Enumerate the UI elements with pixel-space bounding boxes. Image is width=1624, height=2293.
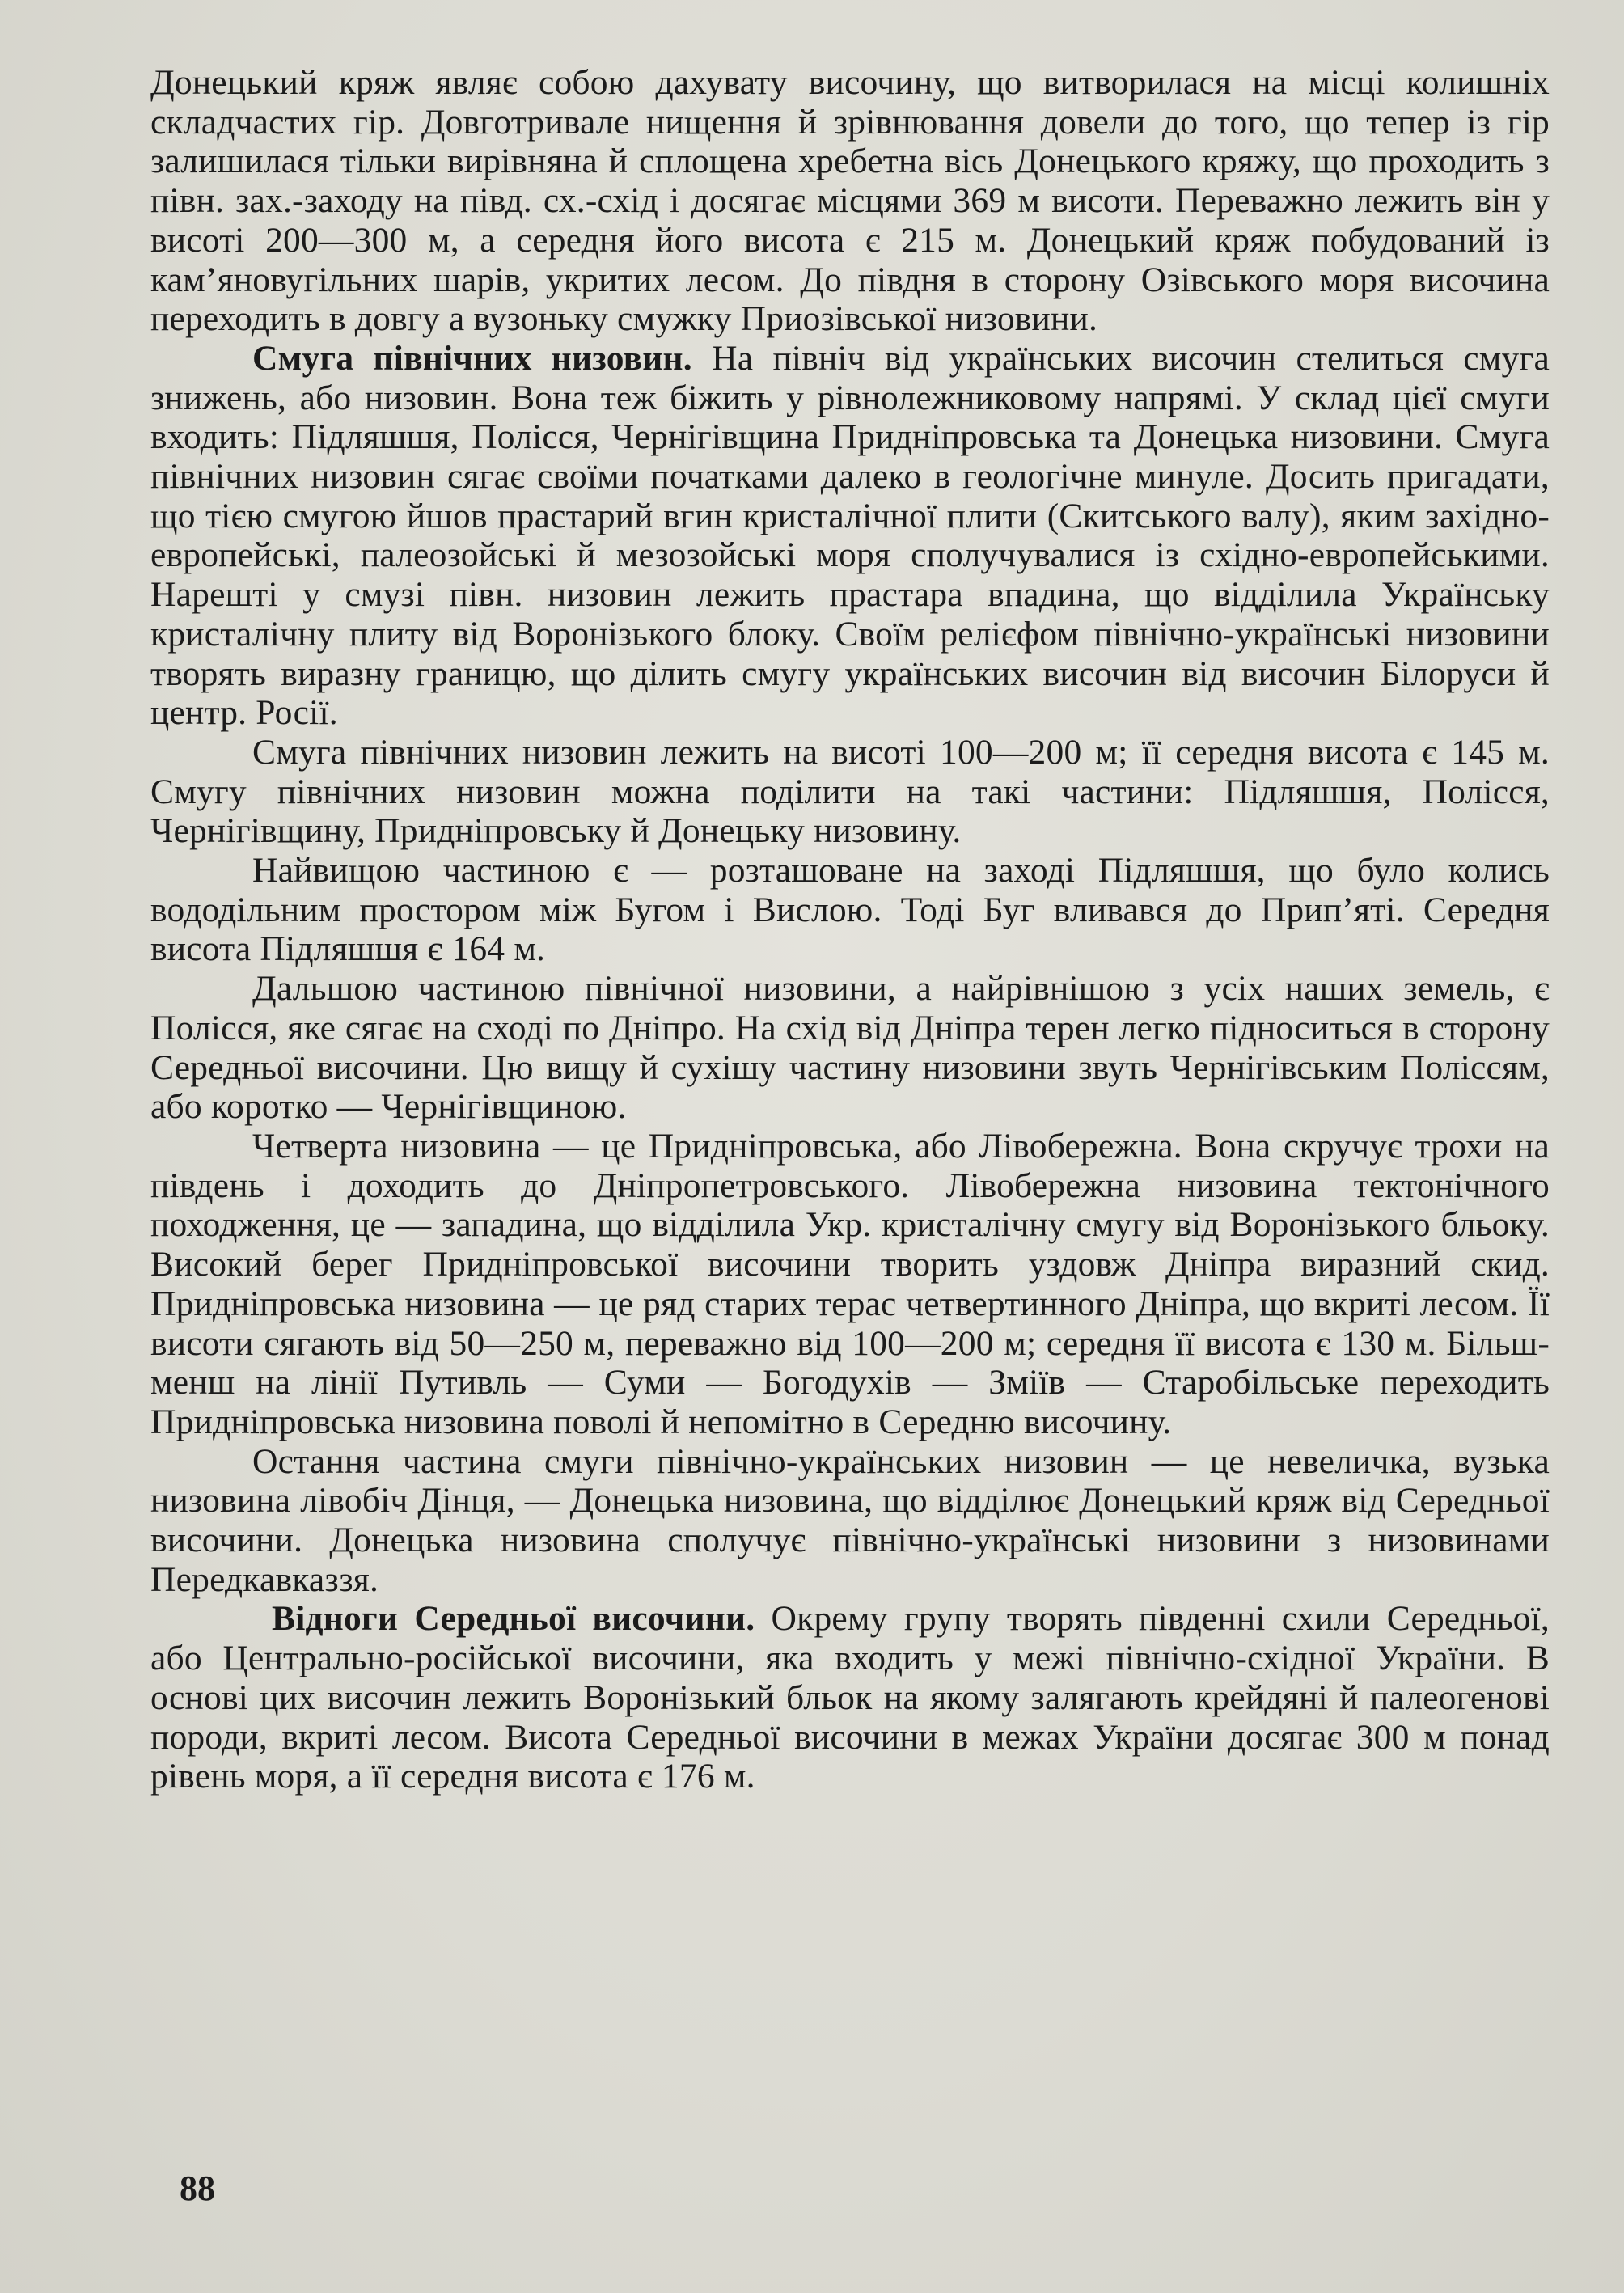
paragraph-text: Окрему групу творять південні схили Середньої, або Центрально-російської височини, яка входить у межі північно-східної України. В основі цих височин лежить Воронізький бльок на якому залягають крейдяні й палеогенові породи, вкриті лесом. Висота Середньої височини в межах України досягає 300 м понад рівень моря, а її середня висота є 176 м. [150,1599,1550,1796]
paragraph-donets-ridge [150,63,1550,339]
paragraph-northern-lowlands [150,339,1550,733]
paragraph-pidliashshia [150,851,1550,969]
paragraph-text: На північ від українських височин стелиться смуга знижень, або низовин. Вона теж біжить у рівнолежниковому напрямі. У склад цієї смуги входить: Підляшшя, Полісся, Чернігівщина Придніпровська та Донецька низовини. Смуга північних низовин сягає своїми початками далеко в геологічне минуле. Досить пригадати, що тією смугою йшов прастарий вгин кристалічної плити (Скитського валу), яким західно-европейські, палеозойські й мезозойські моря сполучувалися із східно-европейськими. Нарешті у смузі півн. низовин лежить прастара впадина, що відділила Українську кристалічну плиту від Воронізького блоку. Своїм релієфом північно-українські низовини творять виразну границю, що ділить смугу українських височин від височин Білоруси й центр. Росії. [150,338,1550,733]
paragraph-text: Найвищою частиною є — розташоване на заході Підляшшя, що було колись вододільним простором між Бугом і Вислою. Тоді Буг вливався до Прип’яті. Середня висота Підляшшя є 164 м. [150,851,1550,969]
section-heading-northern-lowlands: Смуга північних низовин. [252,338,692,378]
paragraph-text: Донецький кряж являє собою дахувату височину, що витворилася на місці колишніх складчастих гір. Довготривале нищення й зрівнювання довели до того, що тепер із гір залишилася тільки вирівняна й сплощена хребетна вісь Донецького кряжу, що проходить з півн. зах.-заходу на півд. сх.-схід і досягає місцями 369 м висоти. Переважно лежить він у висоті 200—300 м, а середня його висота є 215 м. Донецький кряж побудований із кам’яновугільних шарів, укритих лесом. До півдня в сторону Озівського моря височина переходить в довгу а вузоньку смужку Приозівської низовини. [150,63,1550,339]
paragraph-text: Дальшою частиною північної низовини, а найрівнішою з усіх наших земель, є Полісся, яке сягає на сході по Дніпро. На схід від Дніпра терен легко підноситься в сторону Середньої височини. Цю вищу й сухішу частину низовини звуть Чернігівським Поліссям, або коротко — Чернігівщиною. [150,969,1550,1127]
paragraph-text: Остання частина смуги північно-українських низовин — це невеличка, вузька низовина лівобіч Дінця, — Донецька низовина, що відділює Донецький кряж від Середньої височини. Донецька низовина сполучує північно-українські низовини з низовинами Передкавказзя. [150,1441,1550,1599]
section-heading-central-upland: Відноги Середньої височини. [272,1599,755,1639]
paragraph-central-upland-spurs [150,1599,1550,1796]
paragraph-polissia [150,969,1550,1127]
paragraph-dnieper-lowland [150,1127,1550,1442]
paragraph-lowland-heights [150,733,1550,851]
body-text [150,63,1550,1796]
page-number: 88 [180,2168,215,2208]
paragraph-donets-lowland [150,1442,1550,1600]
paragraph-text: Четверта низовина — це Придніпровська, або Лівобережна. Вона скручує трохи на південь і доходить до Дніпропетровського. Лівобережна низовина тектонічного походження, це — западина, що відділила Укр. кристалічну смугу від Воронізького бльоку. Високий берег Придніпровської височини творить уздовж Дніпра виразний скид. Придніпровська низовина — це ряд старих терас четвертинного Дніпра, що вкриті лесом. Її висоти сягають від 50—250 м, переважно від 100—200 м; середня її висота є 130 м. Більш-менш на лінії Путивль — Суми — Богодухів — Зміїв — Старобільське переходить Придніпровська низовина поволі й непомітно в Середню височину. [150,1126,1550,1441]
paragraph-text: Смуга північних низовин лежить на висоті 100—200 м; її середня висота є 145 м. Смугу північних низовин можна поділити на такі частини: Підляшшя, Полісся, Чернігівщину, Придніпровську й Донецьку низовину. [150,732,1550,851]
